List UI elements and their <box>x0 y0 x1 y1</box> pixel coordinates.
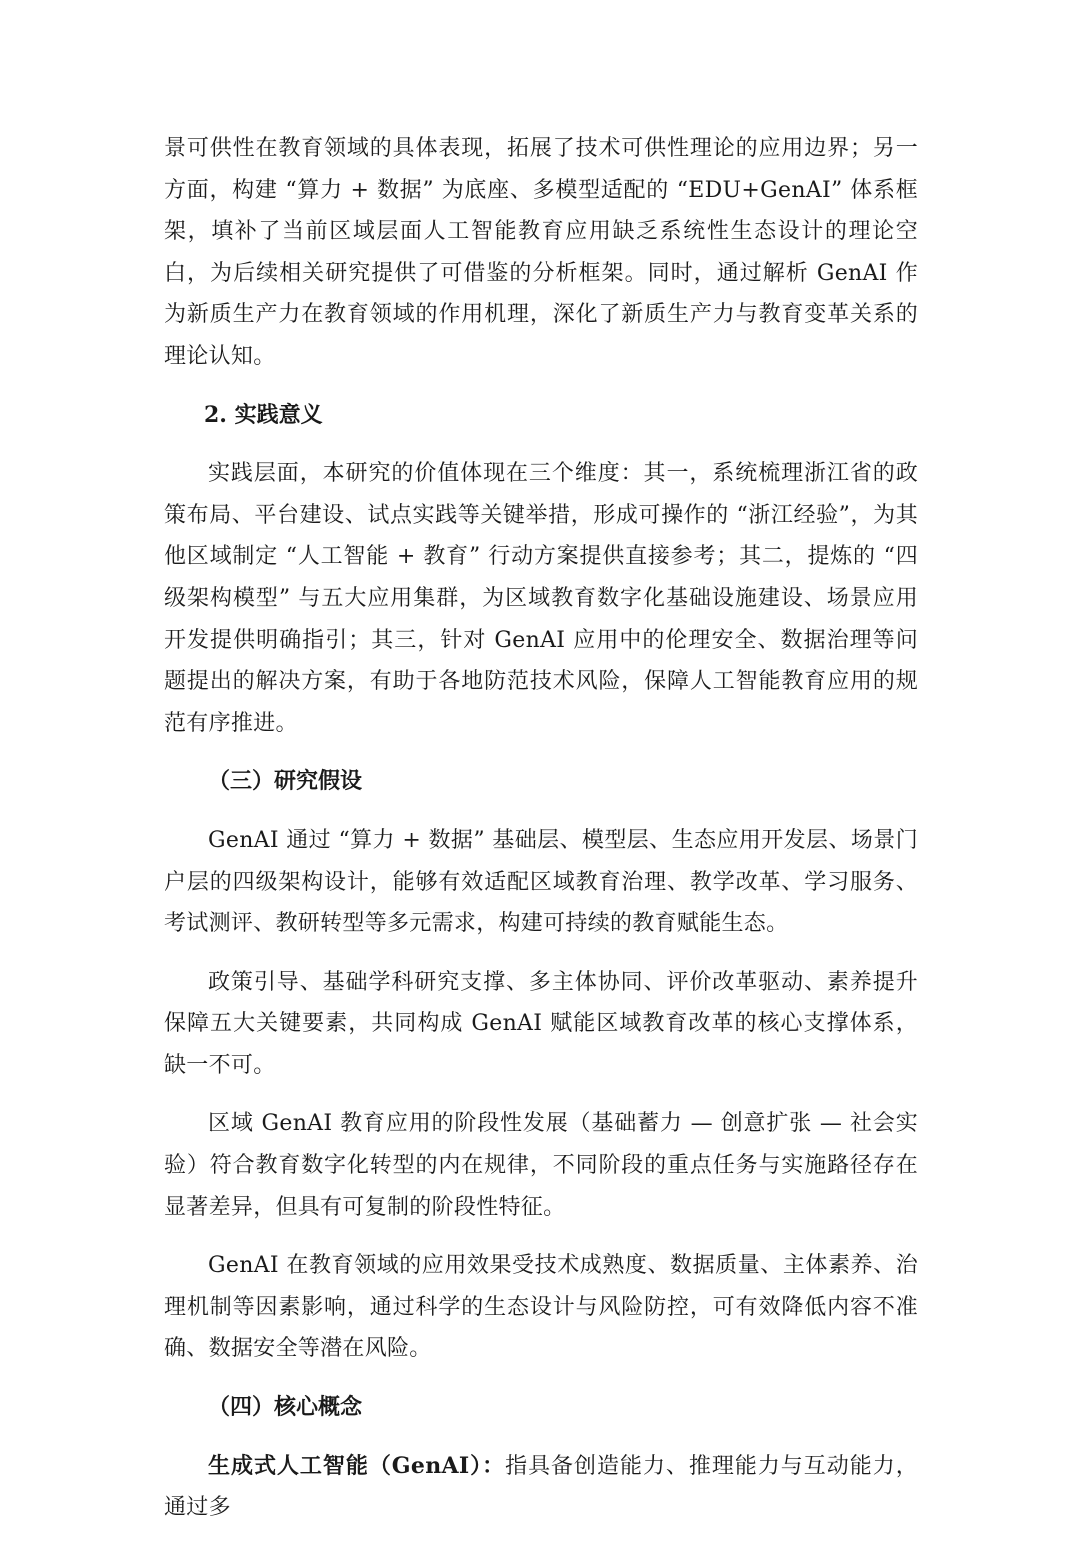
theory-significance-paragraph: 景可供性在教育领域的具体表现，拓展了技术可供性理论的应用边界；另一方面，构建 “算力 + 数据” 为底座、多模型适配的 “EDU+GenAI” 体系框架，填补了当前区域层面人工智能教育应用缺乏系统性生态设计的理论空白，为后续相关研究提供了可借鉴的分析框架。同时，通过解析 GenAI 作为新质生产力在教育领域的作用机理，深化了新质生产力与教育变革关系的理论认知。 <box>164 136 918 369</box>
practice-significance-paragraph: 实践层面，本研究的价值体现在三个维度：其一，系统梳理浙江省的政策布局、平台建设、试点实践等关键举措，形成可操作的 “浙江经验”，为其他区域制定 “人工智能 + 教育” 行动方案提供直接参考；其二，提炼的 “四级架构模型” 与五大应用集群，为区域教育数字化基础设施建设、场景应用开发提供明确指引；其三，针对 GenAI 应用中的伦理安全、数据治理等问题提出的解决方案，有助于各地防范技术风险，保障人工智能教育应用的规范有序推进。 <box>164 461 918 736</box>
hypothesis-paragraph-4: GenAI 在教育领域的应用效果受技术成熟度、数据质量、主体素养、治理机制等因素影响，通过科学的生态设计与风险防控，可有效降低内容不准确、数据安全等潜在风险。 <box>164 1253 918 1362</box>
concept-definition-paragraph <box>164 1446 918 1529</box>
concept-term: 生成式人工智能（GenAI）： <box>208 1452 506 1479</box>
hypothesis-paragraph-2: 政策引导、基础学科研究支撑、多主体协同、评价改革驱动、素养提升保障五大关键要素，共同构成 GenAI 赋能区域教育改革的核心支撑体系，缺一不可。 <box>164 969 918 1078</box>
hypothesis-paragraph-3: 区域 GenAI 教育应用的阶段性发展（基础蓄力 — 创意扩张 — 社会实验）符合教育数字化转型的内在规律，不同阶段的重点任务与实施路径存在显著差异，但具有可复制的阶段性特征。 <box>164 1111 918 1220</box>
page-content <box>164 128 918 1546</box>
concept-definition-text: 指具备创造能力、推理能力与互动能力，通过多 <box>164 1453 918 1521</box>
core-concepts-heading: （四）核心概念 <box>208 1394 363 1421</box>
hypothesis-paragraph-1: GenAI 通过 “算力 + 数据” 基础层、模型层、生态应用开发层、场景门户层的四级架构设计，能够有效适配区域教育治理、教学改革、学习服务、考试测评、教研转型等多元需求，构建可持续的教育赋能生态。 <box>164 827 918 937</box>
research-hypothesis-heading: （三）研究假设 <box>208 768 363 795</box>
practice-significance-heading: 2. 实践意义 <box>204 401 323 428</box>
